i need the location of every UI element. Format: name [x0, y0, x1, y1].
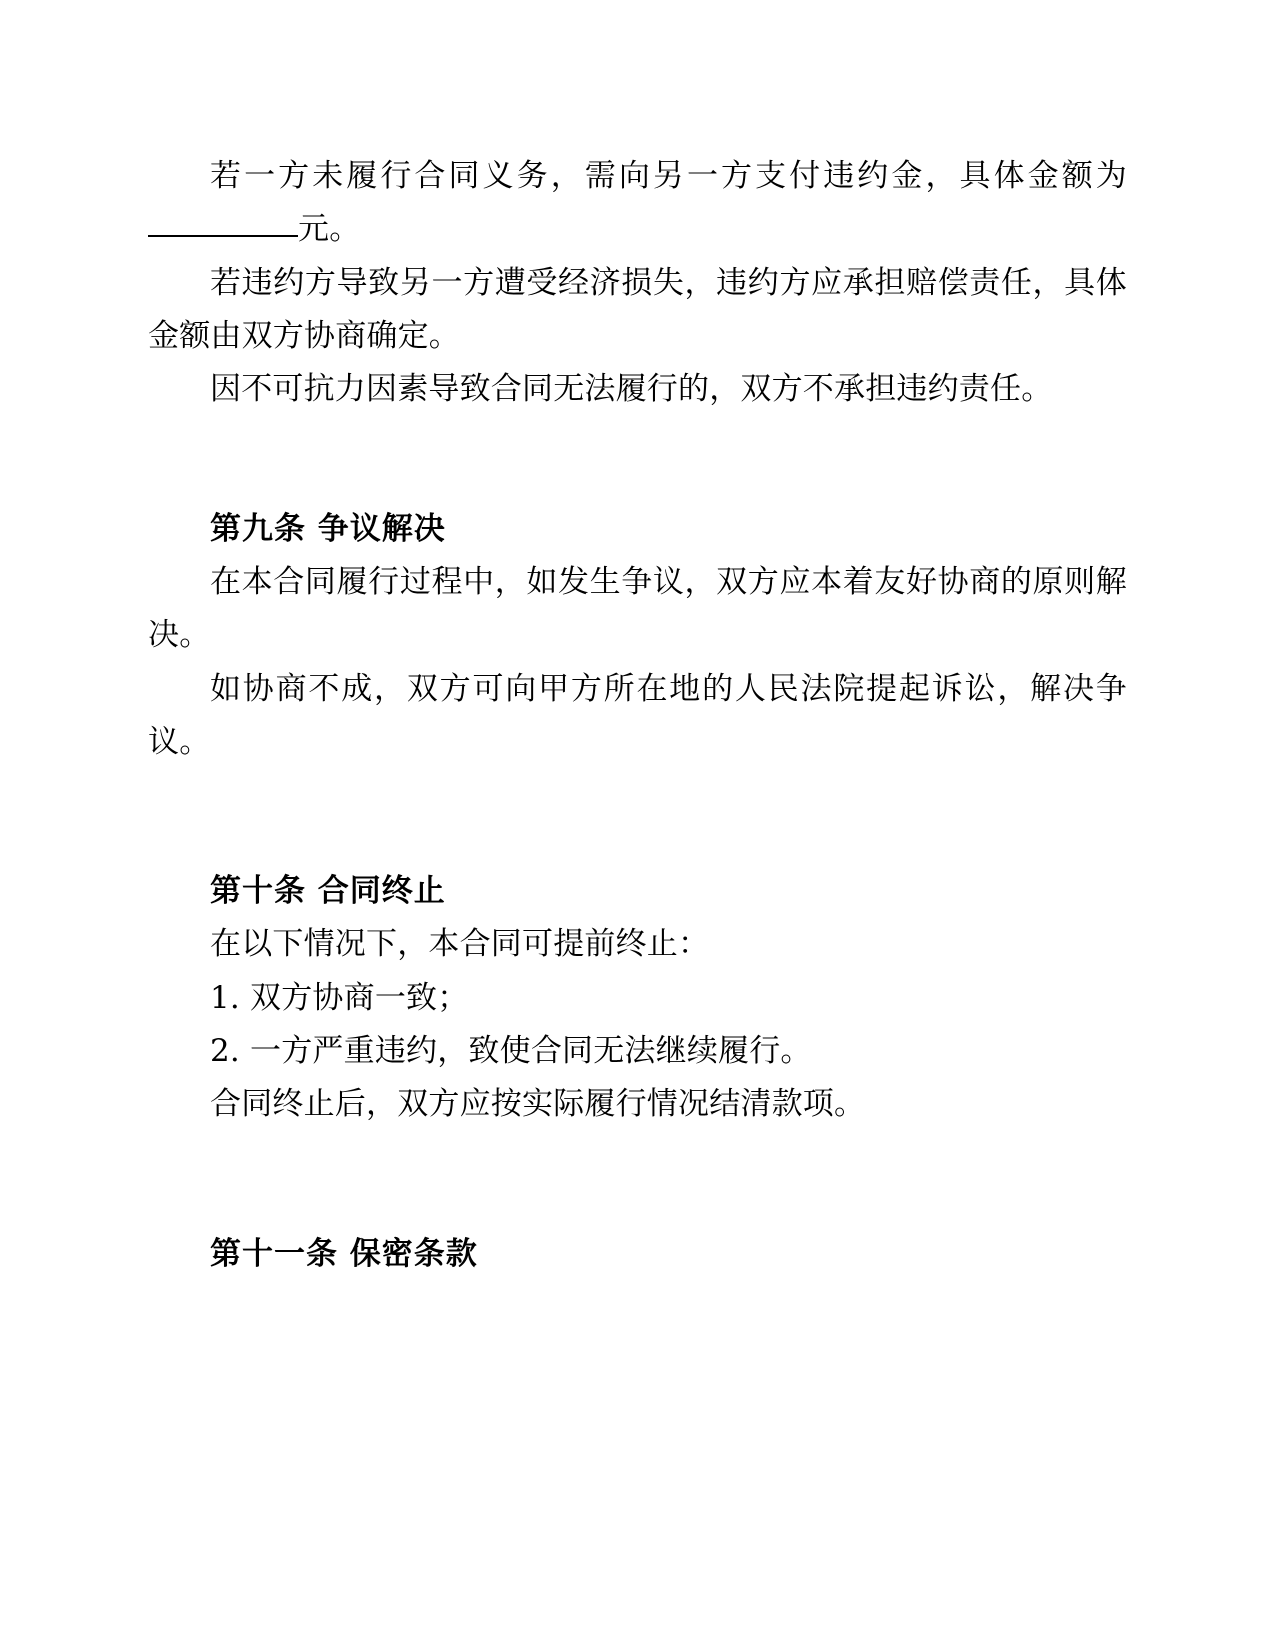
termination-intro-paragraph: 在以下情况下，本合同可提前终止： — [210, 926, 710, 963]
penalty-amount-blank-field[interactable] — [148, 235, 298, 237]
heading-article-ten: 第十条 合同终止 — [210, 873, 446, 910]
section-gap-3 — [148, 1132, 1127, 1228]
document-body — [148, 150, 1127, 1281]
termination-item-2: 2. 一方严重违约，致使合同无法继续履行。 — [210, 1033, 812, 1070]
heading-article-eleven: 第十一条 保密条款 — [210, 1235, 478, 1272]
dispute-negotiation-paragraph: 在本合同履行过程中，如发生争议，双方应本着友好协商的原则解决。 — [148, 563, 1127, 654]
dispute-litigation-paragraph: 如协商不成，双方可向甲方所在地的人民法院提起诉讼，解决争议。 — [148, 670, 1127, 760]
termination-item-1: 1. 双方协商一致； — [210, 979, 469, 1016]
force-majeure-paragraph: 因不可抗力因素导致合同无法履行的，双方不承担违约责任。 — [210, 371, 1053, 408]
heading-article-nine: 第九条 争议解决 — [210, 510, 446, 547]
section-gap-2 — [148, 769, 1127, 865]
penalty-amount-text-before: 若一方未履行合同义务，需向另一方支付违约金，具体金额为 — [210, 158, 1127, 194]
compensation-paragraph: 若违约方导致另一方遭受经济损失，违约方应承担赔偿责任，具体金额由双方协商确定。 — [148, 264, 1127, 354]
termination-settlement-paragraph: 合同终止后，双方应按实际履行情况结清款项。 — [210, 1086, 866, 1123]
penalty-amount-paragraph — [148, 150, 1127, 257]
section-gap-1 — [148, 417, 1127, 503]
penalty-amount-text-after: 元。 — [298, 211, 361, 248]
